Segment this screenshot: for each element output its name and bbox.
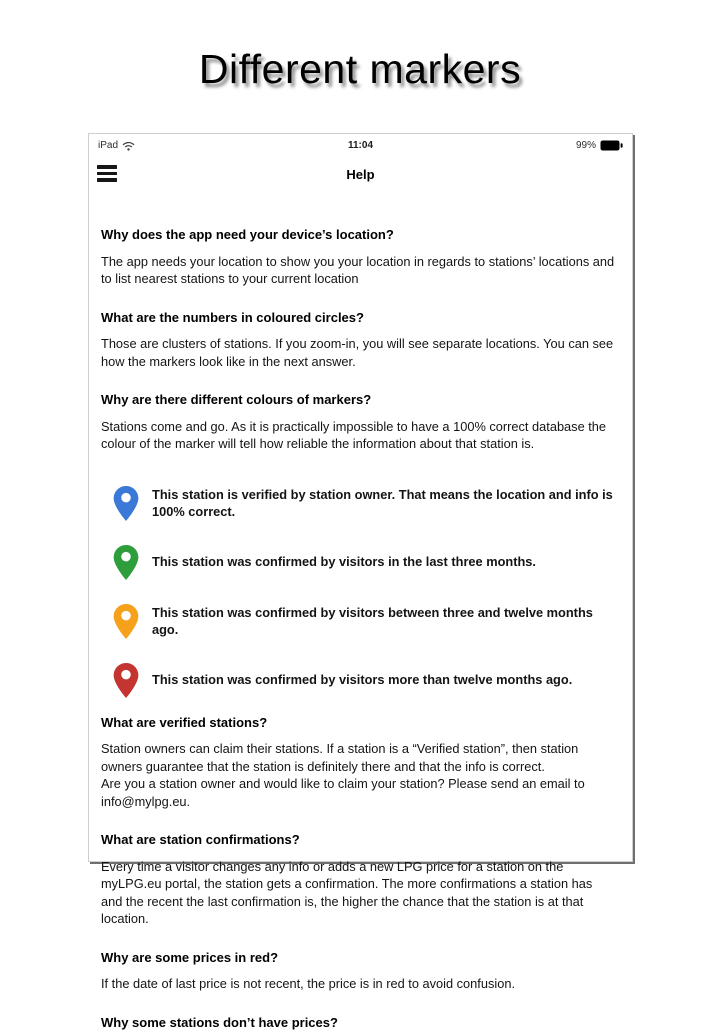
nav-bar — [89, 152, 632, 196]
faq-answer: Every time a visitor changes any info or adds a new LPG price for a station on the myLPG.eu portal, the station gets a confirmation. The more confirmations a station has and the recent the last confirmation is, the higher the chance that the station is at that location. — [101, 858, 617, 928]
marker-row-old — [101, 651, 617, 710]
status-time: 11:04 — [89, 140, 632, 151]
marker-row-medium — [101, 592, 617, 651]
help-content — [89, 196, 632, 1031]
marker-row-verified — [101, 474, 617, 533]
faq-item-coloured-circles — [101, 309, 617, 371]
marker-legend — [101, 474, 617, 710]
faq-answer: The app needs your location to show you your location in regards to stations’ locations and to list nearest stations to your current location — [101, 253, 617, 288]
faq-answer: If the date of last price is not recent, the price is in red to avoid confusion. — [101, 975, 617, 993]
map-pin-red-icon — [113, 663, 139, 698]
menu-button[interactable] — [97, 165, 117, 182]
marker-row-recent — [101, 533, 617, 592]
faq-item-no-prices — [101, 1014, 617, 1031]
status-bar — [89, 134, 632, 152]
faq-question: Why does the app need your device’s location? — [101, 226, 617, 244]
marker-label: This station was confirmed by visitors more than twelve months ago. — [152, 671, 572, 689]
faq-question: Why are some prices in red? — [101, 949, 617, 967]
carrier-label: iPad — [98, 140, 118, 151]
faq-question: What are verified stations? — [101, 714, 617, 732]
faq-answer: Station owners can claim their stations. If a station is a “Verified station”, then station owners guarantee that the station is definitely there and that the info is correct. — [101, 740, 617, 775]
faq-answer-2: Are you a station owner and would like to claim your station? Please send an email to info@mylpg.eu. — [101, 775, 617, 810]
faq-question: What are station confirmations? — [101, 831, 617, 849]
faq-answer: Those are clusters of stations. If you zoom-in, you will see separate locations. You can see how the markers look like in the next answer. — [101, 335, 617, 370]
marker-label: This station is verified by station owner. That means the location and info is 100% correct. — [152, 486, 614, 521]
marker-label: This station was confirmed by visitors in the last three months. — [152, 553, 536, 571]
faq-item-verified-stations — [101, 714, 617, 811]
page-title: Different markers — [0, 46, 720, 93]
ipad-screenshot-frame — [88, 133, 633, 862]
map-pin-orange-icon — [113, 604, 139, 639]
faq-question: Why some stations don’t have prices? — [101, 1014, 617, 1031]
faq-item-red-prices — [101, 949, 617, 993]
faq-item-marker-colours — [101, 391, 617, 453]
faq-item-confirmations — [101, 831, 617, 928]
faq-answer: Stations come and go. As it is practically impossible to have a 100% correct database the colour of the marker will tell how reliable the information about that station is. — [101, 418, 617, 453]
faq-question: Why are there different colours of markers? — [101, 391, 617, 409]
faq-question: What are the numbers in coloured circles? — [101, 309, 617, 327]
map-pin-blue-icon — [113, 486, 139, 521]
battery-percent: 99% — [576, 140, 596, 151]
map-pin-green-icon — [113, 545, 139, 580]
marker-label: This station was confirmed by visitors between three and twelve months ago. — [152, 604, 614, 639]
faq-item-location — [101, 226, 617, 288]
nav-title: Help — [346, 167, 374, 182]
